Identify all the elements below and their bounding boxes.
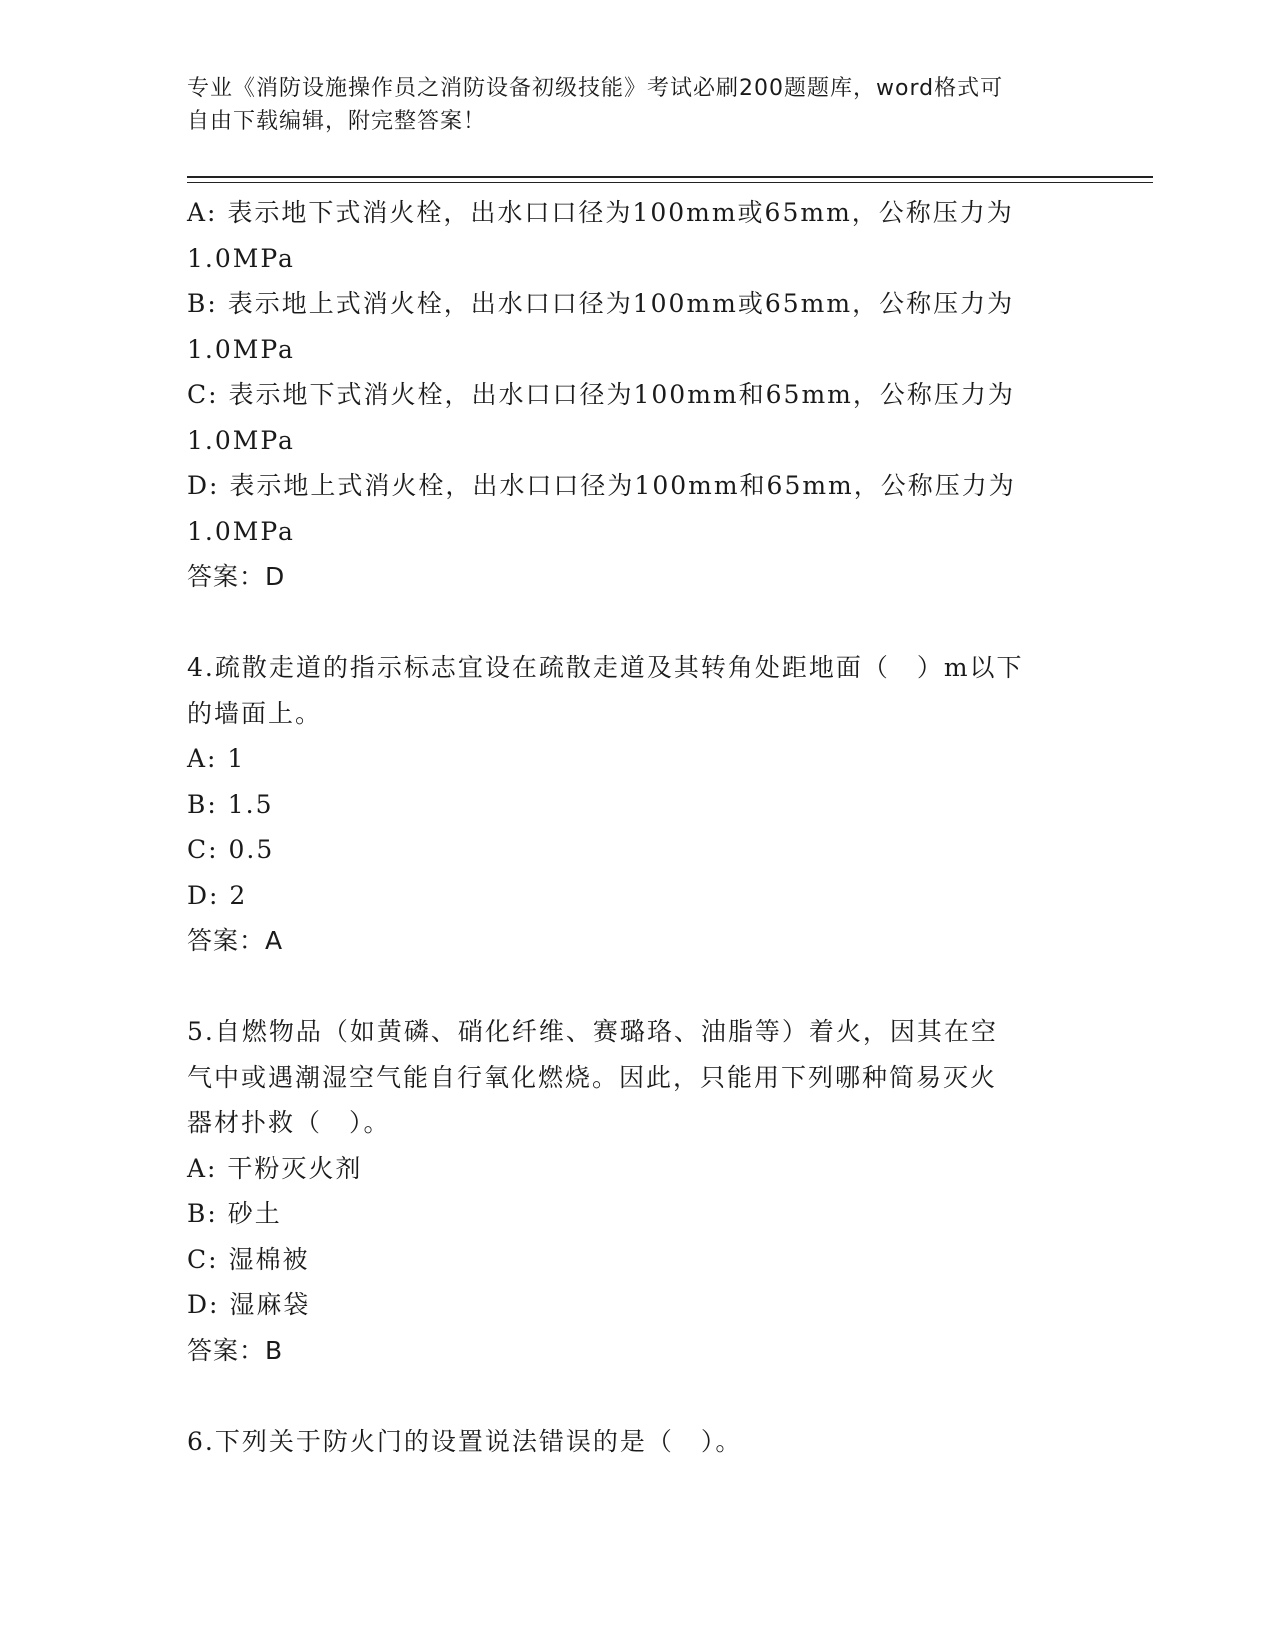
q3-option-c-line-2: 1.0MPa [187, 425, 295, 455]
header-line-1: 专业《消防设施操作员之消防设备初级技能》考试必刷200题题库，word格式可 [187, 76, 1004, 101]
q3-option-c-line-1: C: 表示地下式消火栓，出水口口径为100mm和65mm，公称压力为 [187, 380, 1015, 409]
question-6 [187, 1419, 1087, 1465]
q4-answer: 答案：A [187, 926, 284, 955]
spacer [187, 600, 1087, 646]
q3-option-d-line-1: D: 表示地上式消火栓，出水口口径为100mm和65mm，公称压力为 [187, 471, 1016, 500]
q5-option-a: A: 干粉灭火剂 [187, 1153, 363, 1183]
q5-stem-line-3: 器材扑救（ ）。 [187, 1108, 391, 1137]
q3-option-b-line-1: B: 表示地上式消火栓，出水口口径为100mm或65mm，公称压力为 [187, 289, 1015, 318]
question-content [187, 190, 1087, 1464]
spacer [187, 964, 1087, 1010]
header-divider-thin [187, 182, 1153, 183]
q3-option-b-line-2: 1.0MPa [187, 334, 295, 364]
header-divider-thick [187, 176, 1153, 178]
q3-option-d-line-2: 1.0MPa [187, 516, 295, 546]
q5-stem-line-2: 气中或遇潮湿空气能自行氧化燃烧。因此，只能用下列哪种简易灭火 [187, 1062, 998, 1092]
question-4 [187, 645, 1087, 964]
q5-option-c: C: 湿棉被 [187, 1244, 310, 1274]
spacer [187, 1373, 1087, 1419]
question-3 [187, 190, 1087, 600]
q6-stem-line-1: 6.下列关于防火门的设置说法错误的是（ ）。 [187, 1426, 743, 1456]
q5-option-d: D: 湿麻袋 [187, 1290, 311, 1319]
q3-answer: 答案：D [187, 562, 286, 591]
q4-option-c: C: 0.5 [187, 835, 275, 864]
document-header [187, 72, 1067, 138]
header-line-2: 自由下载编辑，附完整答案！ [187, 109, 487, 134]
q4-stem-line-2: 的墙面上。 [187, 698, 323, 728]
q3-option-a-line-1: A: 表示地下式消火栓，出水口口径为100mm或65mm，公称压力为 [187, 198, 1014, 227]
question-5 [187, 1009, 1087, 1373]
q4-option-a: A: 1 [187, 744, 246, 773]
q4-stem-line-1: 4.疏散走道的指示标志宜设在疏散走道及其转角处距地面（ ）m以下 [187, 653, 1024, 682]
q5-stem-line-1: 5.自燃物品（如黄磷、硝化纤维、赛璐珞、油脂等）着火，因其在空 [187, 1017, 998, 1046]
q3-option-a-line-2: 1.0MPa [187, 243, 295, 273]
q4-option-b: B: 1.5 [187, 789, 274, 819]
q5-answer: 答案：B [187, 1335, 284, 1365]
q5-option-b: B: 砂土 [187, 1199, 282, 1228]
q4-option-d: D: 2 [187, 880, 248, 910]
